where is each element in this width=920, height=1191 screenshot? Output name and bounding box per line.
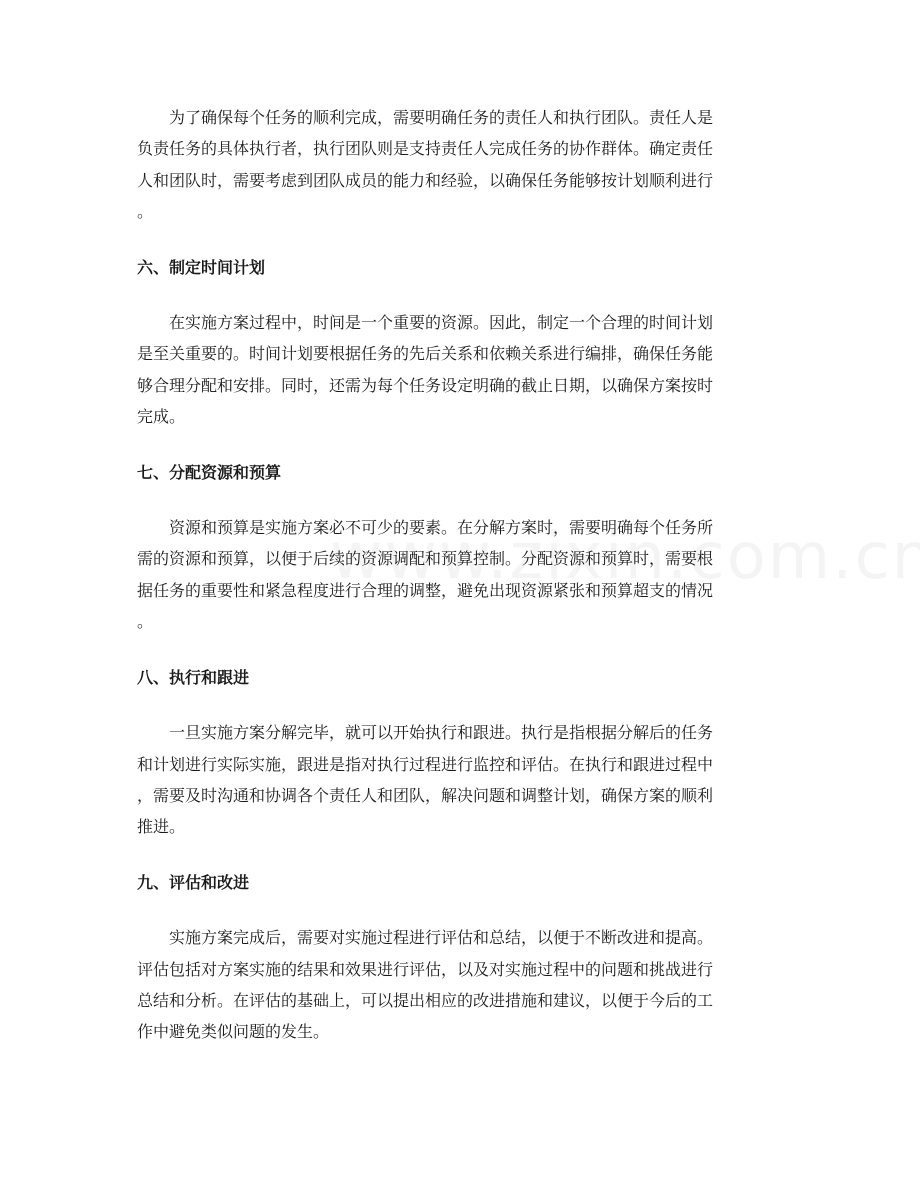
text-line: 和计划进行实际实施，跟进是指对执行过程进行监控和评估。在执行和跟进过程中 [137, 754, 714, 774]
text-line: 据任务的重要性和紧急程度进行合理的调整，避免出现资源紧张和预算超支的情况 [137, 580, 714, 600]
text-line: 负责任务的具体执行者，执行团队则是支持责任人完成任务的协作群体。确定责任 [137, 139, 714, 159]
document-body [137, 102, 797, 1048]
paragraph-resources-budget [137, 512, 797, 638]
heading-evaluate-improve: 九、评估和改进 [137, 872, 250, 892]
text-line: 人和团队时，需要考虑到团队成员的能力和经验，以确保任务能够按计划顺利进行 [137, 170, 714, 190]
text-line: ，需要及时沟通和协调各个责任人和团队，解决问题和调整计划，确保方案的顺利 [137, 785, 714, 805]
text-line: 在实施方案过程中，时间是一个重要的资源。因此，制定一个合理的时间计划 [169, 313, 714, 333]
text-line: 作中避免类似问题的发生。 [137, 1022, 330, 1042]
text-line: 资源和预算是实施方案必不可少的要素。在分解方案时，需要明确每个任务所 [169, 518, 714, 538]
heading-resources-budget: 七、分配资源和预算 [137, 462, 282, 482]
heading-execute-follow-up: 八、执行和跟进 [137, 667, 250, 687]
text-line: 为了确保每个任务的顺利完成，需要明确任务的责任人和执行团队。责任人是 [169, 108, 714, 127]
paragraph-execute-follow-up [137, 717, 797, 843]
text-line: 。 [137, 202, 154, 222]
text-line: 总结和分析。在评估的基础上，可以提出相应的改进措施和建议，以便于今后的工 [137, 990, 714, 1010]
text-line: 评估包括对方案实施的结果和效果进行评估，以及对实施过程中的问题和挑战进行 [137, 959, 714, 979]
text-line: 实施方案完成后，需要对实施过程进行评估和总结，以便于不断改进和提高。 [169, 928, 714, 948]
text-line: 。 [137, 612, 154, 632]
text-line: 完成。 [137, 407, 186, 427]
paragraph-evaluate-improve [137, 922, 797, 1048]
text-line: 是至关重要的。时间计划要根据任务的先后关系和依赖关系进行编排，确保任务能 [137, 344, 714, 364]
text-line: 够合理分配和安排。同时，还需为每个任务设定明确的截止日期，以确保方案按时 [137, 375, 714, 395]
paragraph-time-plan [137, 307, 797, 433]
text-line: 一旦实施方案分解完毕，就可以开始执行和跟进。执行是指根据分解后的任务 [169, 723, 714, 743]
paragraph-responsibility [137, 102, 797, 228]
text-line: 推进。 [137, 817, 186, 837]
heading-time-plan: 六、制定时间计划 [137, 257, 266, 277]
text-line: 需的资源和预算，以便于后续的资源调配和预算控制。分配资源和预算时，需要根 [137, 549, 714, 569]
